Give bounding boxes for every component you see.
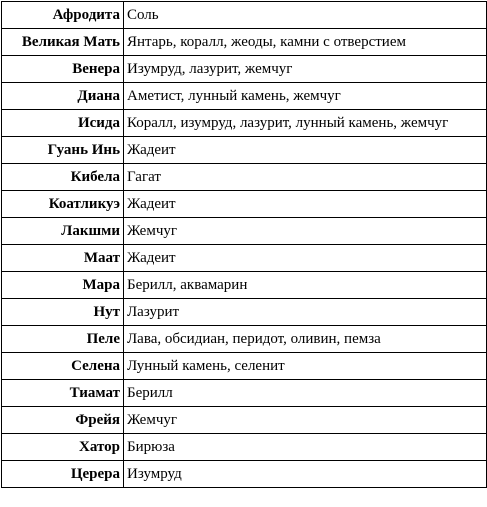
- table-row: [2, 407, 487, 434]
- goddess-name-cell: Пеле: [2, 326, 124, 353]
- stones-cell: Лунный камень, селенит: [124, 353, 487, 380]
- goddess-name-cell: Афродита: [2, 2, 124, 29]
- stones-cell: Жадеит: [124, 245, 487, 272]
- goddess-name-cell: Гуань Инь: [2, 137, 124, 164]
- stones-cell: Изумруд: [124, 461, 487, 488]
- goddess-name-cell: Тиамат: [2, 380, 124, 407]
- stones-cell: Соль: [124, 2, 487, 29]
- stones-cell: Коралл, изумруд, лазурит, лунный камень, жемчуг: [124, 110, 487, 137]
- goddess-name-cell: Хатор: [2, 434, 124, 461]
- table-row: [2, 191, 487, 218]
- table-row: [2, 299, 487, 326]
- table-row: [2, 137, 487, 164]
- stones-cell: Изумруд, лазурит, жемчуг: [124, 56, 487, 83]
- goddess-name-cell: Лакшми: [2, 218, 124, 245]
- table-body: [2, 2, 487, 488]
- goddess-name-cell: Кибела: [2, 164, 124, 191]
- goddess-stones-table: [1, 1, 487, 488]
- stones-cell: Жемчуг: [124, 218, 487, 245]
- stones-cell: Жадеит: [124, 191, 487, 218]
- goddess-name-cell: Диана: [2, 83, 124, 110]
- stones-cell: Бирюза: [124, 434, 487, 461]
- goddess-name-cell: Фрейя: [2, 407, 124, 434]
- table-row: [2, 218, 487, 245]
- table-row: [2, 272, 487, 299]
- stones-cell: Жадеит: [124, 137, 487, 164]
- stones-cell: Берилл, аквамарин: [124, 272, 487, 299]
- table-row: [2, 461, 487, 488]
- stones-cell: Гагат: [124, 164, 487, 191]
- goddess-name-cell: Коатликуэ: [2, 191, 124, 218]
- stones-cell: Янтарь, коралл, жеоды, камни с отверстием: [124, 29, 487, 56]
- table-row: [2, 164, 487, 191]
- stones-cell: Жемчуг: [124, 407, 487, 434]
- stones-cell: Лазурит: [124, 299, 487, 326]
- table-row: [2, 83, 487, 110]
- stones-cell: Аметист, лунный камень, жемчуг: [124, 83, 487, 110]
- table-row: [2, 110, 487, 137]
- table-row: [2, 353, 487, 380]
- table-row: [2, 2, 487, 29]
- table-row: [2, 326, 487, 353]
- goddess-name-cell: Венера: [2, 56, 124, 83]
- table-row: [2, 434, 487, 461]
- stones-cell: Берилл: [124, 380, 487, 407]
- goddess-name-cell: Исида: [2, 110, 124, 137]
- table-row: [2, 56, 487, 83]
- goddess-name-cell: Церера: [2, 461, 124, 488]
- goddess-name-cell: Мара: [2, 272, 124, 299]
- goddess-name-cell: Великая Мать: [2, 29, 124, 56]
- table-row: [2, 29, 487, 56]
- goddess-name-cell: Маат: [2, 245, 124, 272]
- goddess-name-cell: Нут: [2, 299, 124, 326]
- goddess-name-cell: Селена: [2, 353, 124, 380]
- table-row: [2, 380, 487, 407]
- stones-cell: Лава, обсидиан, перидот, оливин, пемза: [124, 326, 487, 353]
- table-row: [2, 245, 487, 272]
